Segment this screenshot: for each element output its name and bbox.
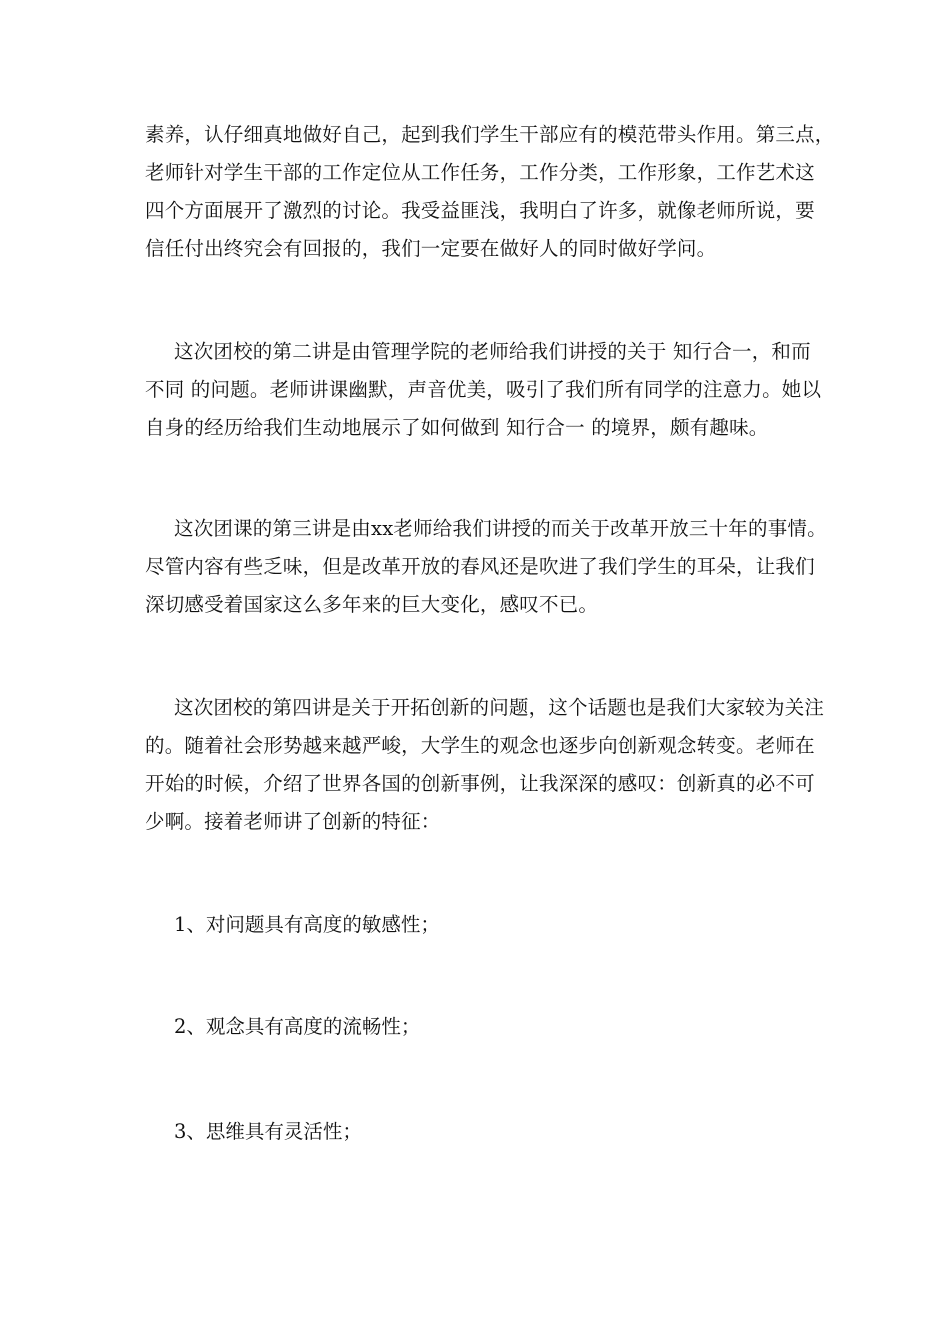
paragraph-line: 的。随着社会形势越来越严峻，大学生的观念也逐步向创新观念转变。老师在 <box>145 734 815 757</box>
list-item: 1、对问题具有高度的敏感性； <box>174 913 440 936</box>
paragraph-line: 尽管内容有些乏味，但是改革开放的春风还是吹进了我们学生的耳朵，让我们 <box>145 555 815 578</box>
paragraph-4 <box>145 689 825 841</box>
paragraph-2 <box>145 333 822 447</box>
paragraph-3 <box>145 510 827 624</box>
paragraph-line: 四个方面展开了激烈的讨论。我受益匪浅，我明白了许多，就像老师所说，要 <box>145 199 815 222</box>
paragraph-line: 这次团课的第三讲是由xx老师给我们讲授的而关于改革开放三十年的事情。 <box>174 517 827 540</box>
paragraph-line: 老师针对学生干部的工作定位从工作任务，工作分类，工作形象，工作艺术这 <box>145 161 815 184</box>
list-item: 3、思维具有灵活性； <box>174 1120 362 1143</box>
paragraph-line: 素养，认仔细真地做好自己，起到我们学生干部应有的模范带头作用。第三点， <box>145 123 835 146</box>
paragraph-line: 信任付出终究会有回报的，我们一定要在做好人的同时做好学问。 <box>145 237 717 260</box>
paragraph-line: 自身的经历给我们生动地展示了如何做到 知行合一 的境界，颇有趣味。 <box>145 416 769 439</box>
list-item: 2、观念具有高度的流畅性； <box>174 1015 421 1038</box>
paragraph-line: 不同 的问题。老师讲课幽默，声音优美，吸引了我们所有同学的注意力。她以 <box>145 378 822 401</box>
paragraph-1 <box>145 116 835 268</box>
paragraph-line: 这次团校的第四讲是关于开拓创新的问题，这个话题也是我们大家较为关注 <box>174 696 825 719</box>
paragraph-line: 这次团校的第二讲是由管理学院的老师给我们讲授的关于 知行合一，和而 <box>174 340 811 363</box>
paragraph-line: 开始的时候，介绍了世界各国的创新事例，让我深深的感叹：创新真的必不可 <box>145 772 815 795</box>
paragraph-line: 深切感受着国家这么多年来的巨大变化，感叹不已。 <box>145 593 599 616</box>
paragraph-line: 少啊。接着老师讲了创新的特征： <box>145 810 441 833</box>
